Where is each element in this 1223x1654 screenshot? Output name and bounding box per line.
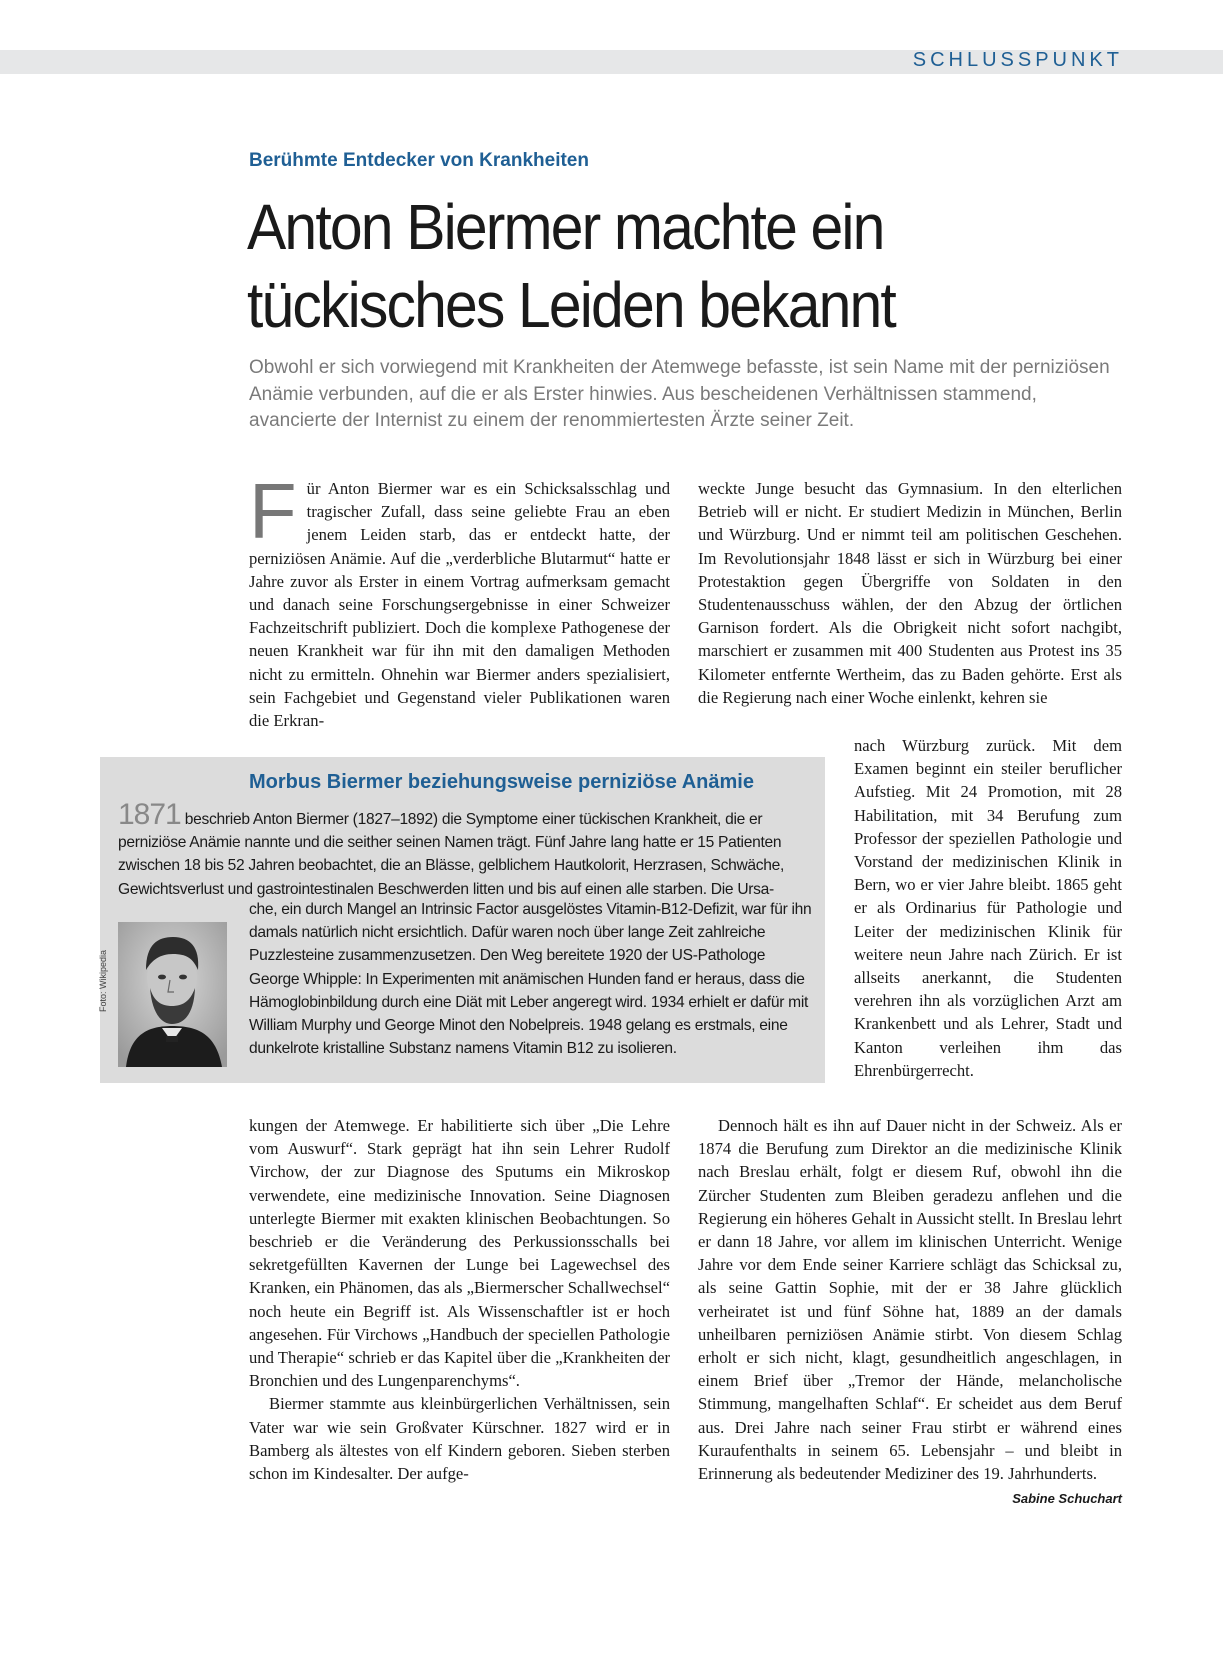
column-2-narrow-text: nach Würzburg zurück. Mit dem Examen beginnt ein steiler beruflicher Aufstieg. Mit 24 Promotion, mit 28 Habilitation, mit 34 Berufung zum Professor der speziellen Pathologie und Vorstand der medizinischen Klinik in Bern, wo er vier Jahre bleibt. 1865 geht er als Ordinarius für Pathologie und Leiter der medizinischen Klinik für weitere neun Jahre nach Zürich. Er ist allseits anerkannt, die Studenten verehren ihn als vorzüglichen Arzt am Krankenbett und als Lehrer, Stadt und Kanton verleihen ihm das Ehrenbürgerrecht. <box>854 736 1122 1080</box>
section-label: SCHLUSSPUNKT <box>912 49 1123 71</box>
photo-credit: Foto: Wikipedia <box>98 949 108 1012</box>
column-2-top <box>698 477 1122 709</box>
column-2-bottom-text <box>698 1114 1122 1507</box>
article-lead: Obwohl er sich vorwiegend mit Krankheiten der Atemwege befasste, ist sein Name mit der perniziösen Anämie verbunden, auf die er als Erster hinwies. Aus bescheidenen Verhältnissen stammend, avancierte der Internist zu einem der renommiertesten Ärzte seiner Zeit. <box>249 357 1110 431</box>
infobox-text-top-body: beschrieb Anton Biermer (1827–1892) die Symptome einer tückischen Krankheit, die er perniziöse Anämie nannte und die seither seinen Namen trägt. Fünf Jahre lang hatte er 15 Patienten zwischen 18 bis 52 Jahren beobachtet, die an Blässe, gelblichem Hautkolorit, Herzrasen, Schwäche, Gewichtsverlust und gastrointestinalen Beschwerden litten und bis auf einen alle starben. Die Ursa- <box>118 811 785 898</box>
title-line-2: tückisches Leiden bekannt <box>247 269 895 341</box>
article-title <box>247 188 1075 344</box>
dropcap: F <box>249 467 297 555</box>
column-1-top <box>249 467 670 732</box>
column-1-top-text: ür Anton Biermer war es ein Schicksalsschlag und tragischer Zufall, dass seine geliebte Frau an eben jenem Leiden starb, das er entdeckt hatte, der perniziösen Anämie. Auf die „verderbliche Blutarmut“ hatte er Jahre zuvor als Erster in einem Vortrag aufmerksam gemacht und danach seine Forschungsergebnisse in einer Schweizer Fachzeitschrift publiziert. Doch die komplexe Pathogenese der neuen Krankheit war für ihn mit den damaligen Methoden nicht zu ermitteln. Ohnehin war Biermer anders spezialisiert, sein Fachgebiet und Gegenstand vieler Publikationen waren die Erkran- <box>249 479 670 731</box>
column-1-bottom <box>249 1114 670 1485</box>
infobox-text-top <box>118 798 814 901</box>
title-line-1: Anton Biermer machte ein <box>247 191 884 263</box>
portrait-image <box>118 922 227 1067</box>
infobox-text-bottom: che, ein durch Mangel an Intrinsic Factor ausgelöstes Vitamin-B12-Defizit, war für ihn damals natürlich nicht ersichtlich. Dafür waren noch über lange Zeit zahlreiche Puzzlesteine zusammenzusetzen. Den Weg bereitete 1920 der US-Pathologe George Whipple: In Experimenten mit anämischen Hunden fand er heraus, dass die Hämoglobinbildung durch eine Diät mit Leber angeregt wird. 1934 erhielt er dafür mit William Murphy und George Minot den Nobelpreis. 1948 gelang es erstmals, eine dunkelrote kristalline Substanz namens Vitamin B12 zu isolieren. <box>249 901 812 1058</box>
article-kicker: Berühmte Entdecker von Krankheiten <box>249 150 589 171</box>
author-byline: Sabine Schuchart <box>1012 1491 1122 1507</box>
column-1-bottom-p2: Biermer stammte aus kleinbürgerlichen Verhältnissen, sein Vater war wie sein Großvater Kürschner. 1827 wird er in Bamberg als ältestes von elf Kindern geboren. Sieben sterben schon im Kindesalter. Der aufge- <box>249 1394 670 1484</box>
column-2-bottom <box>698 1114 1122 1510</box>
column-2-bottom-body: Dennoch hält es ihn auf Dauer nicht in der Schweiz. Als er 1874 die Berufung zum Direktor an die medizinische Klinik nach Breslau erhält, folgt er diesem Ruf, obwohl ihn die Zürcher Studenten zum Bleiben geradezu anflehen und die Regierung ein höheres Gehalt in Aussicht stellt. In Breslau lehrt er dann 18 Jahre, vor allem im klinischen Unterricht. Wenige Jahre vor dem Ende seiner Karriere schlägt das Schicksal zu, als seine Gattin Sophie, mit der er 38 Jahre glücklich verheiratet ist und fünf Söhne hat, 1889 an der damals unheilbaren perniziösen Anämie stirbt. Von diesem Schlag erholt er sich nicht, klagt, gesundheitlich angeschlagen, in einem Brief über „Tremor der Hände, melancholische Stimmung, mangelhaften Schlaf“. Er scheidet aus dem Beruf aus. Drei Jahre nach seiner Frau stirbt er während eines Kuraufenthalts in seinem 65. Lebensjahr – und bleibt in Erinnerung als bedeutender Mediziner des 19. Jahrhunderts. <box>698 1116 1122 1484</box>
infobox <box>100 757 825 1083</box>
column-2-top-text: weckte Junge besucht das Gymnasium. In den elterlichen Betrieb will er nicht. Er studiert Medizin in München, Berlin und Würzburg. Und er nimmt teil am politischen Geschehen. Im Revolutionsjahr 1848 lässt er sich in Würzburg bei einer Protestaktion gegen Übergriffe von Soldaten in den Studentenausschuss wählen, der den Abzug der örtlichen Garnison fordert. Als die Obrigkeit nicht sofort nachgibt, marschiert er zusammen mit 400 Studenten aus Protest ins 35 Kilometer entfernte Wertheim, das zu Baden gehörte. Erst als die Regierung nach einer Woche einlenkt, kehren sie <box>698 479 1122 707</box>
column-1-bottom-p1: kungen der Atemwege. Er habilitierte sich über „Die Lehre vom Auswurf“. Stark geprägt hat ihn sein Lehrer Rudolf Virchow, der zur Diagnose des Sputums ein Mikroskop verwendete, eine medizinische Innovation. Seine Diagnosen unterlegte Biermer mit exakten klinischen Beobachtungen. So beschrieb er die Veränderung des Perkussionsschalls bei sekretgefüllten Kavernen der Lunge bei Lagewechsel des Kranken, ein Phänomen, das als „Biermerscher Schallwechsel“ noch heute ein Begriff ist. Als Wissenschaftler ist er hoch angesehen. Für Virchows „Handbuch der speciellen Pathologie und Therapie“ schrieb er das Kapitel über die „Krankheiten der Bronchien und des Lungenparenchyms“. <box>249 1116 670 1391</box>
infobox-title: Morbus Biermer beziehungsweise perniziöse Anämie <box>249 771 754 793</box>
infobox-year: 1871 <box>118 798 181 831</box>
column-2-narrow <box>854 734 1122 1082</box>
